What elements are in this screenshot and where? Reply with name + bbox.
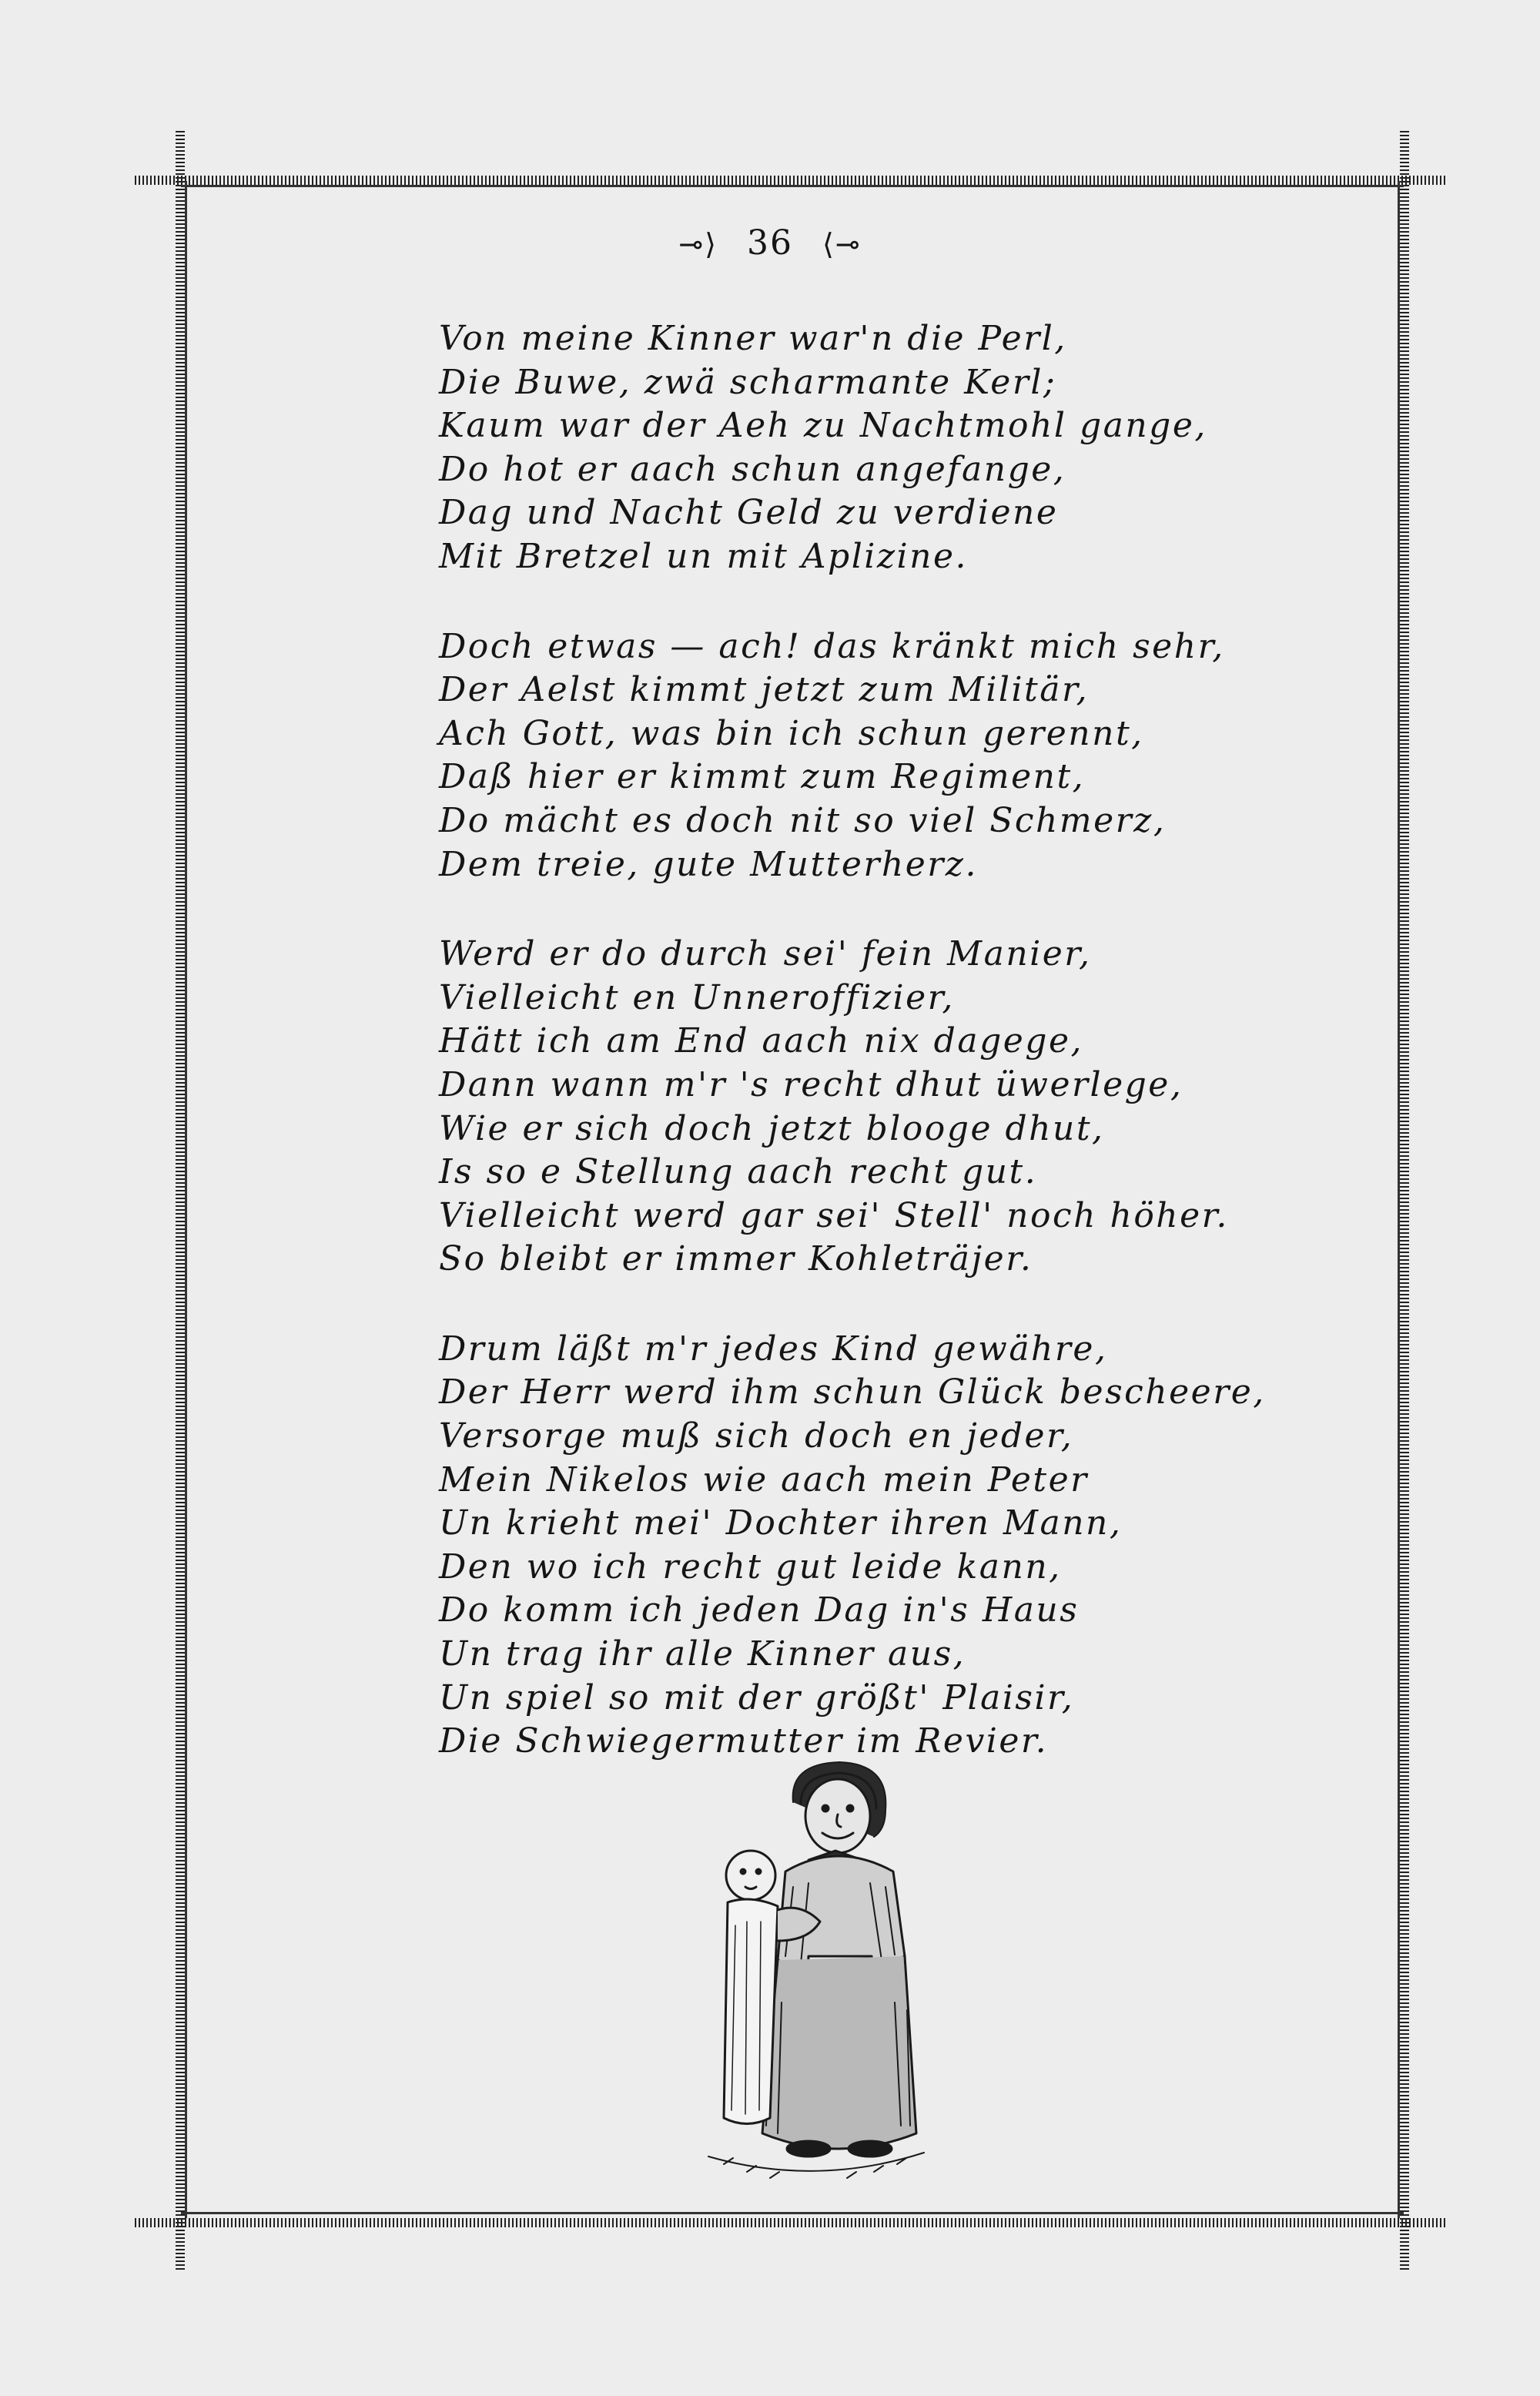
poem-line: Do mächt es doch nit so viel Schmerz,	[439, 800, 1167, 840]
poem-line: Dem treie, gute Mutterherz.	[439, 844, 978, 884]
poem-line: Der Aelst kimmt jetzt zum Militär,	[439, 670, 1090, 710]
poem-line: Mein Nikelos wie aach mein Peter	[439, 1459, 1089, 1500]
page-header	[0, 223, 1540, 263]
poem-line: Wie er sich doch jetzt blooge dhut,	[439, 1108, 1105, 1148]
frame-left-border	[176, 131, 185, 2272]
poem-line: Is so e Stellung aach recht gut.	[439, 1152, 1038, 1192]
ornament-left-icon: ⊸⟩	[678, 227, 718, 261]
poem-line: Vielleicht werd gar sei' Stell' noch höher.	[439, 1195, 1229, 1235]
poem-line: Dag und Nacht Geld zu verdiene	[439, 493, 1059, 533]
frame-top-border	[135, 176, 1448, 185]
poem-line: Do hot er aach schun angefange,	[439, 449, 1066, 489]
poem-line: Daß hier er kimmt zum Regiment,	[439, 757, 1086, 797]
poem-line: Mit Bretzel un mit Aplizine.	[439, 536, 968, 576]
frame-left-rule	[185, 181, 187, 2218]
stanza-3	[439, 933, 1270, 1282]
poem-line: Do komm ich jeden Dag in's Haus	[439, 1590, 1080, 1630]
frame-bottom-rule	[181, 2212, 1404, 2214]
poem-line: Der Herr werd ihm schun Glück bescheere,	[439, 1372, 1266, 1412]
frame-right-rule	[1398, 181, 1400, 2218]
poem-line: Vielleicht en Unneroffizier,	[439, 977, 955, 1017]
poem-line: Werd er do durch sei' fein Manier,	[439, 934, 1092, 974]
page-number: 36	[747, 223, 793, 263]
grandmother-holding-baby-icon	[693, 1756, 939, 2195]
poem-line: Die Schwiegermutter im Revier.	[439, 1721, 1049, 1761]
poem-line: Un trag ihr alle Kinner aus,	[439, 1634, 966, 1674]
frame-right-border	[1400, 131, 1409, 2272]
poem-line: Dann wann m'r 's recht dhut üwerlege,	[439, 1064, 1183, 1104]
poem-line: So bleibt er immer Kohleträjer.	[439, 1239, 1033, 1279]
poem-body	[439, 317, 1270, 1810]
stanza-4	[439, 1328, 1270, 1764]
stanza-2	[439, 625, 1270, 887]
poem-line: Doch etwas — ach! das kränkt mich sehr,	[439, 626, 1225, 666]
frame-top-rule	[181, 185, 1404, 187]
poem-line: Von meine Kinner war'n die Perl,	[439, 319, 1067, 358]
poem-line: Versorge muß sich doch en jeder,	[439, 1416, 1074, 1456]
poem-line: Drum läßt m'r jedes Kind gewähre,	[439, 1329, 1108, 1369]
poem-line: Hätt ich am End aach nix dagege,	[439, 1021, 1083, 1061]
poem-line: Die Buwe, zwä scharmante Kerl;	[439, 362, 1057, 402]
frame-bottom-border	[135, 2218, 1448, 2227]
stanza-1	[439, 317, 1270, 579]
poem-line: Ach Gott, was bin ich schun gerennt,	[439, 713, 1144, 753]
ornament-right-icon: ⟨⊸	[822, 227, 862, 261]
poem-line: Un spiel so mit der größt' Plaisir,	[439, 1677, 1075, 1717]
poem-line: Den wo ich recht gut leide kann,	[439, 1547, 1062, 1587]
poem-line: Kaum war der Aeh zu Nachtmohl gange,	[439, 406, 1207, 446]
poem-line: Un krieht mei' Dochter ihren Mann,	[439, 1503, 1123, 1543]
